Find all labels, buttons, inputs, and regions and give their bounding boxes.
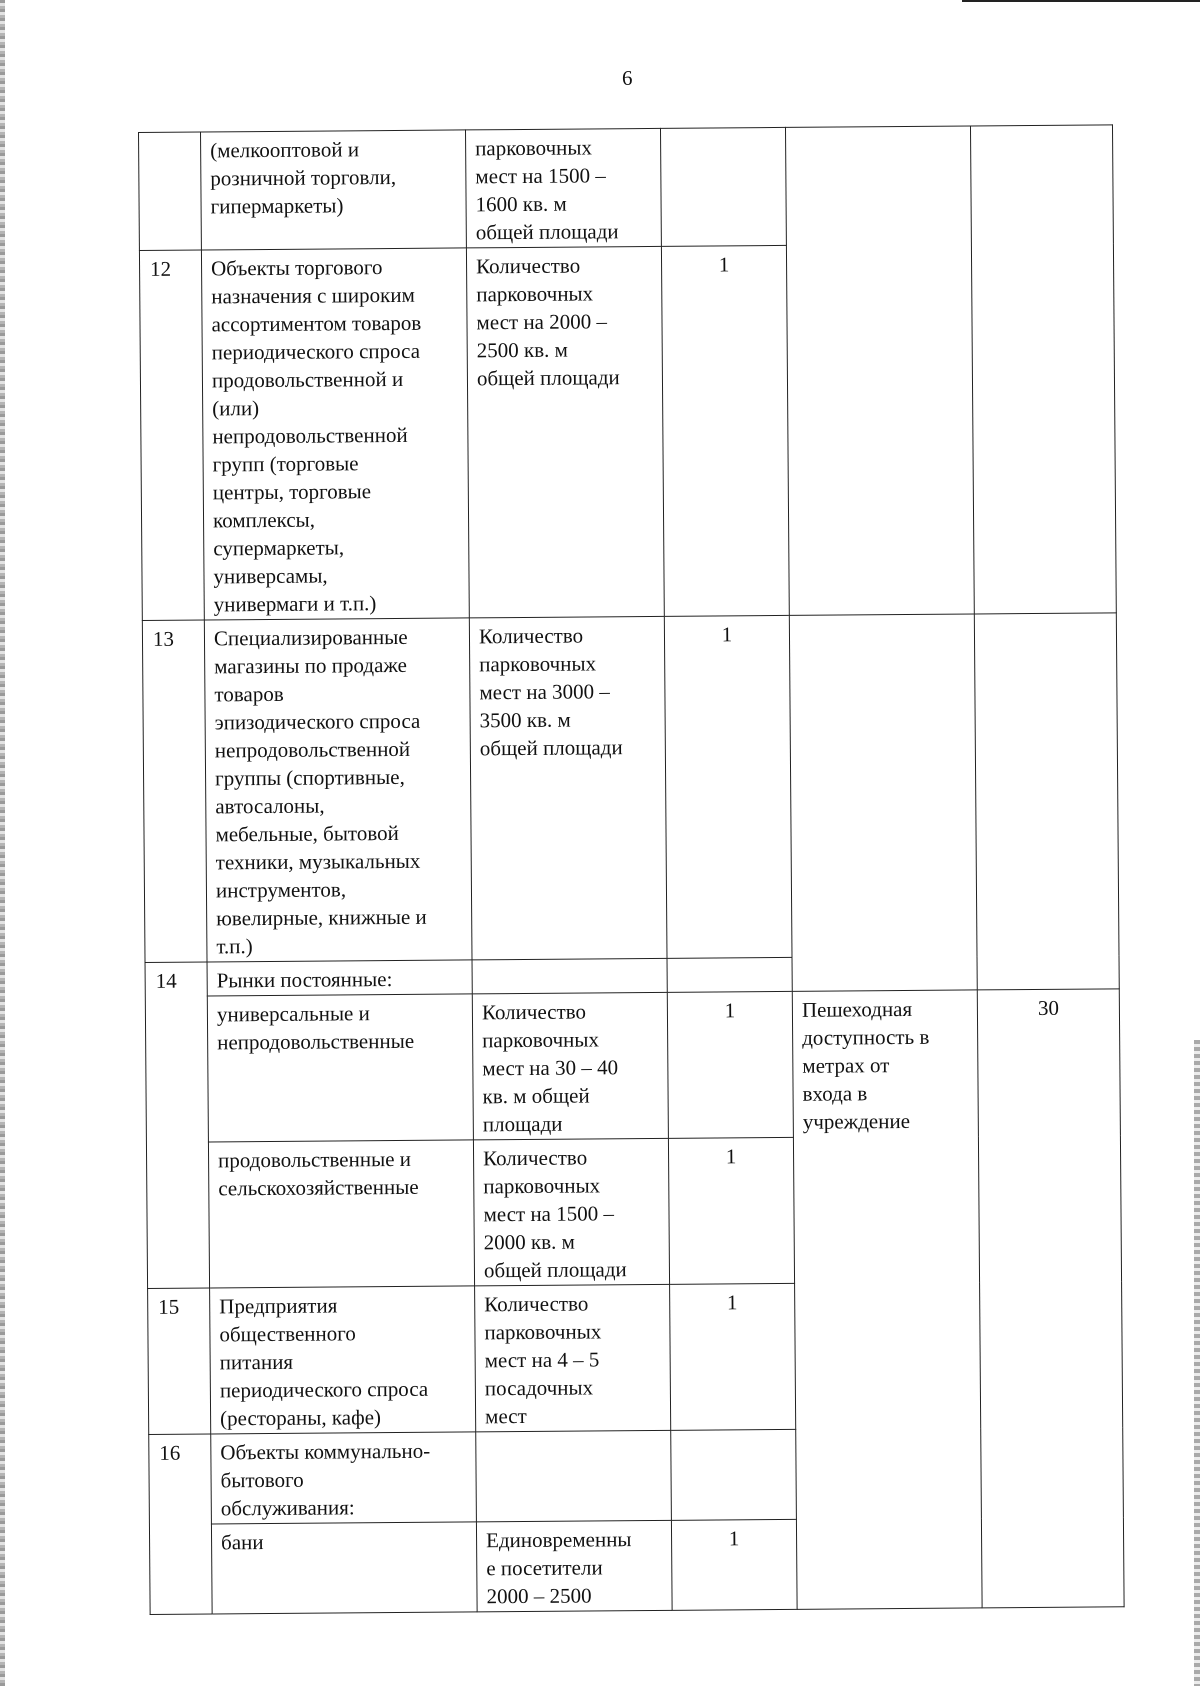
table-row	[145, 989, 1120, 1143]
count-value: 1	[668, 1137, 794, 1284]
norm-cell	[465, 128, 661, 248]
walk-value-cell-middle	[974, 613, 1119, 990]
norm-text: Единовременны е посетители 2000 – 2500	[485, 1527, 632, 1609]
norm-text: Количество парковочных мест на 30 – 40 кв. м общей площади	[481, 999, 619, 1137]
walk-label-cell-middle	[789, 614, 977, 991]
object-name-cell	[211, 1522, 477, 1614]
object-name-cell	[201, 130, 467, 250]
norm-text: Количество парковочных мест на 1500 – 2000 кв. м общей площади	[482, 1145, 627, 1283]
parking-norms-table	[138, 124, 1125, 1615]
row-number: 12	[139, 250, 204, 620]
scan-edge-right	[1194, 1040, 1200, 1686]
count-cell	[667, 957, 792, 992]
norm-cell	[472, 992, 668, 1140]
walk-value: 30	[977, 989, 1124, 1608]
object-name-cell	[208, 1140, 474, 1288]
norm-text: Количество парковочных мест на 4 – 5 посадочных мест	[484, 1291, 602, 1429]
object-name: Специализированные магазины по продаже товаров эпизодического спроса непродовольственной группы (спортивные, автосалоны, мебельные, бытовой техники, музыкальных инструментов, ювелирные, книжные и т.п.)	[213, 624, 427, 959]
row-number: 15	[148, 1288, 211, 1434]
walk-label-cell-upper	[785, 126, 974, 615]
page-number: 6	[622, 66, 633, 90]
object-name-cell	[211, 1432, 477, 1524]
table-row	[142, 613, 1119, 963]
row-number: 14	[145, 962, 210, 1288]
scan-edge-left	[0, 0, 5, 1686]
norm-cell	[475, 1284, 671, 1432]
walk-label: Пешеходная доступность в метрах от входа в учреждение	[801, 996, 930, 1134]
object-name: бани	[220, 1530, 264, 1555]
count-value: 1	[670, 1283, 796, 1430]
object-name-cell	[204, 618, 472, 962]
norm-text: Количество парковочных мест на 2000 – 2500 кв. м общей площади	[475, 253, 620, 391]
count-value: 1	[664, 615, 792, 958]
norm-text: Количество парковочных мест на 3000 – 3500 кв. м общей площади	[478, 623, 623, 761]
walk-label-cell	[792, 990, 982, 1609]
count-cell	[671, 1429, 797, 1520]
norm-cell	[466, 246, 664, 618]
norm-cell	[476, 1520, 672, 1612]
norm-cell	[472, 958, 667, 994]
object-name-cell	[207, 994, 473, 1142]
object-name: Рынки постоянные:	[207, 960, 472, 996]
count-cell	[660, 127, 786, 246]
object-name: продовольственные и сельскохозяйственные	[217, 1146, 419, 1201]
row-number: 13	[142, 620, 207, 962]
object-name-cell	[201, 248, 469, 620]
row-number-cell	[139, 132, 202, 250]
table-row	[139, 125, 1114, 251]
walk-value-cell-upper	[970, 125, 1116, 614]
top-edge-line	[962, 0, 1200, 2]
norm-cell	[469, 616, 667, 960]
object-name-cell	[210, 1286, 476, 1434]
norm-cell	[473, 1138, 669, 1286]
count-value: 1	[667, 991, 793, 1138]
count-value: 1	[671, 1519, 797, 1610]
object-name: Объекты коммунально- бытового обслуживания:	[220, 1438, 431, 1521]
row-number: 16	[149, 1434, 212, 1614]
object-name: (мелкооптовой и розничной торговли, гипермаркеты)	[210, 137, 397, 219]
object-name: Объекты торгового назначения с широким ассортиментом товаров периодического спроса продовольственной и (или) непродовольственной групп (торговые центры, торговые комплексы, супермаркеты, универсамы, универмаги и т.п.)	[210, 255, 422, 617]
count-value: 1	[661, 245, 789, 616]
norm-text: парковочных мест на 1500 – 1600 кв. м общей площади	[475, 135, 619, 245]
norm-cell	[476, 1430, 672, 1522]
object-name: Предприятия общественного питания периодического спроса (рестораны, кафе)	[219, 1293, 429, 1431]
object-name: универсальные и непродовольственные	[216, 1001, 415, 1055]
